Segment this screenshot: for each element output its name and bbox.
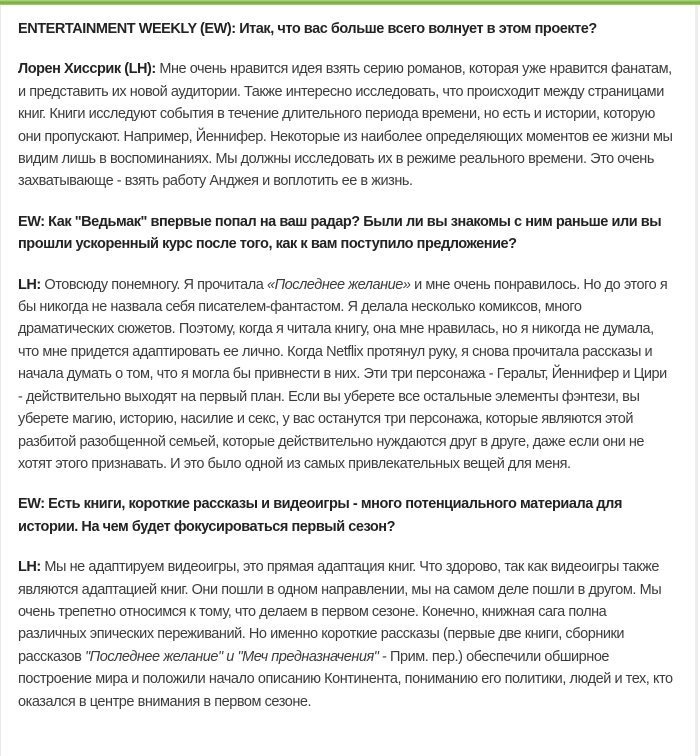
interview-question-3: EW: Есть книги, короткие рассказы и видеоигры - много потенциального материала для истории. На чем будет фокусироваться первый сезон? xyxy=(18,496,622,535)
interview-question-2: EW: Как "Ведьмак" впервые попал на ваш радар? Были ли вы знакомы с ним раньше или вы прошли ускоренный курс после того, как к вам поступило предложение? xyxy=(18,213,662,253)
answer-text: Отовсюду понемногу. Я прочитала xyxy=(40,276,267,293)
interview-answer-2 xyxy=(18,274,674,476)
interview-question-1: ENTERTAINMENT WEEKLY (EW): Итак, что вас больше всего волнует в этом проекте? xyxy=(18,21,597,37)
answer-text: Мне очень нравится идея взять серию романов, которая уже нравится фанатам, и представить их новой аудитории. Также интересно исследовать, что происходит между страницами книг. Книги исследуют события в течение длительного периода времени, но есть и истории, которую они пропускают. Например, Йеннифер. Некоторые из наиболее определяющих моментов ее жизни мы видим лишь в воспоминаниях. Мы должны исследовать их в режиме реального времени. Это очень захватывающе - взять работу Анджея и воплотить ее в жизнь. xyxy=(18,61,673,190)
interview-article xyxy=(0,5,700,756)
speaker-label: Лорен Хиссрик (LH): xyxy=(18,61,156,78)
book-title: "Последнее желание" и "Меч предназначения" xyxy=(84,648,379,665)
speaker-label: LH: xyxy=(18,559,41,576)
speaker-label: LH: xyxy=(18,276,41,293)
interview-answer-1 xyxy=(18,58,674,192)
interview-answer-3 xyxy=(18,556,674,713)
scrollbar-track[interactable] xyxy=(695,5,698,756)
answer-text: и мне очень понравилось. Но до этого я бы никогда не назвала себя писателем-фантастом. Я делала несколько комиксов, много драматических сюжетов. Поэтому, когда я читала книгу, она мне нравилась, но я никогда не думала, что мне придется адаптировать ее лично. Когда Netflix протянул руку, я снова прочитала рассказы и начала думать о том, что я могла бы привнести в них. Эти три персонажа - Геральт, Йеннифер и Цири - действительно выходят на первый план. Если вы уберете все остальные элементы фэнтези, вы уберете магию, историю, насилие и секс, у вас останутся три персонажа, которые являются этой разбитой разобщенной семьей, которые действительно нуждаются друг в друге, даже если они не хотят этого признавать. И это было одной из самых привлекательных вещей для меня. xyxy=(18,276,668,472)
answer-text: Мы не адаптируем видеоигры, это прямая адаптация книг. Что здорово, так как видеоигры также являются адаптацией книг. Они пошли в одном направлении, мы на самом деле пошли в другом. Мы очень трепетно относимся к тому, что делаем в первом сезоне. Конечно, книжная сага полна различных эпических переживаний. Но именно короткие рассказы (первые две книги, сборники рассказов xyxy=(18,559,662,665)
answer-text: - Прим. пер.) обеспечили обширное построение мира и положили начало описанию Континента, пониманию его политики, людей и тех, кто оказался в центре внимания в первом сезоне. xyxy=(18,648,673,710)
book-title: «Последнее желание» xyxy=(266,276,411,293)
